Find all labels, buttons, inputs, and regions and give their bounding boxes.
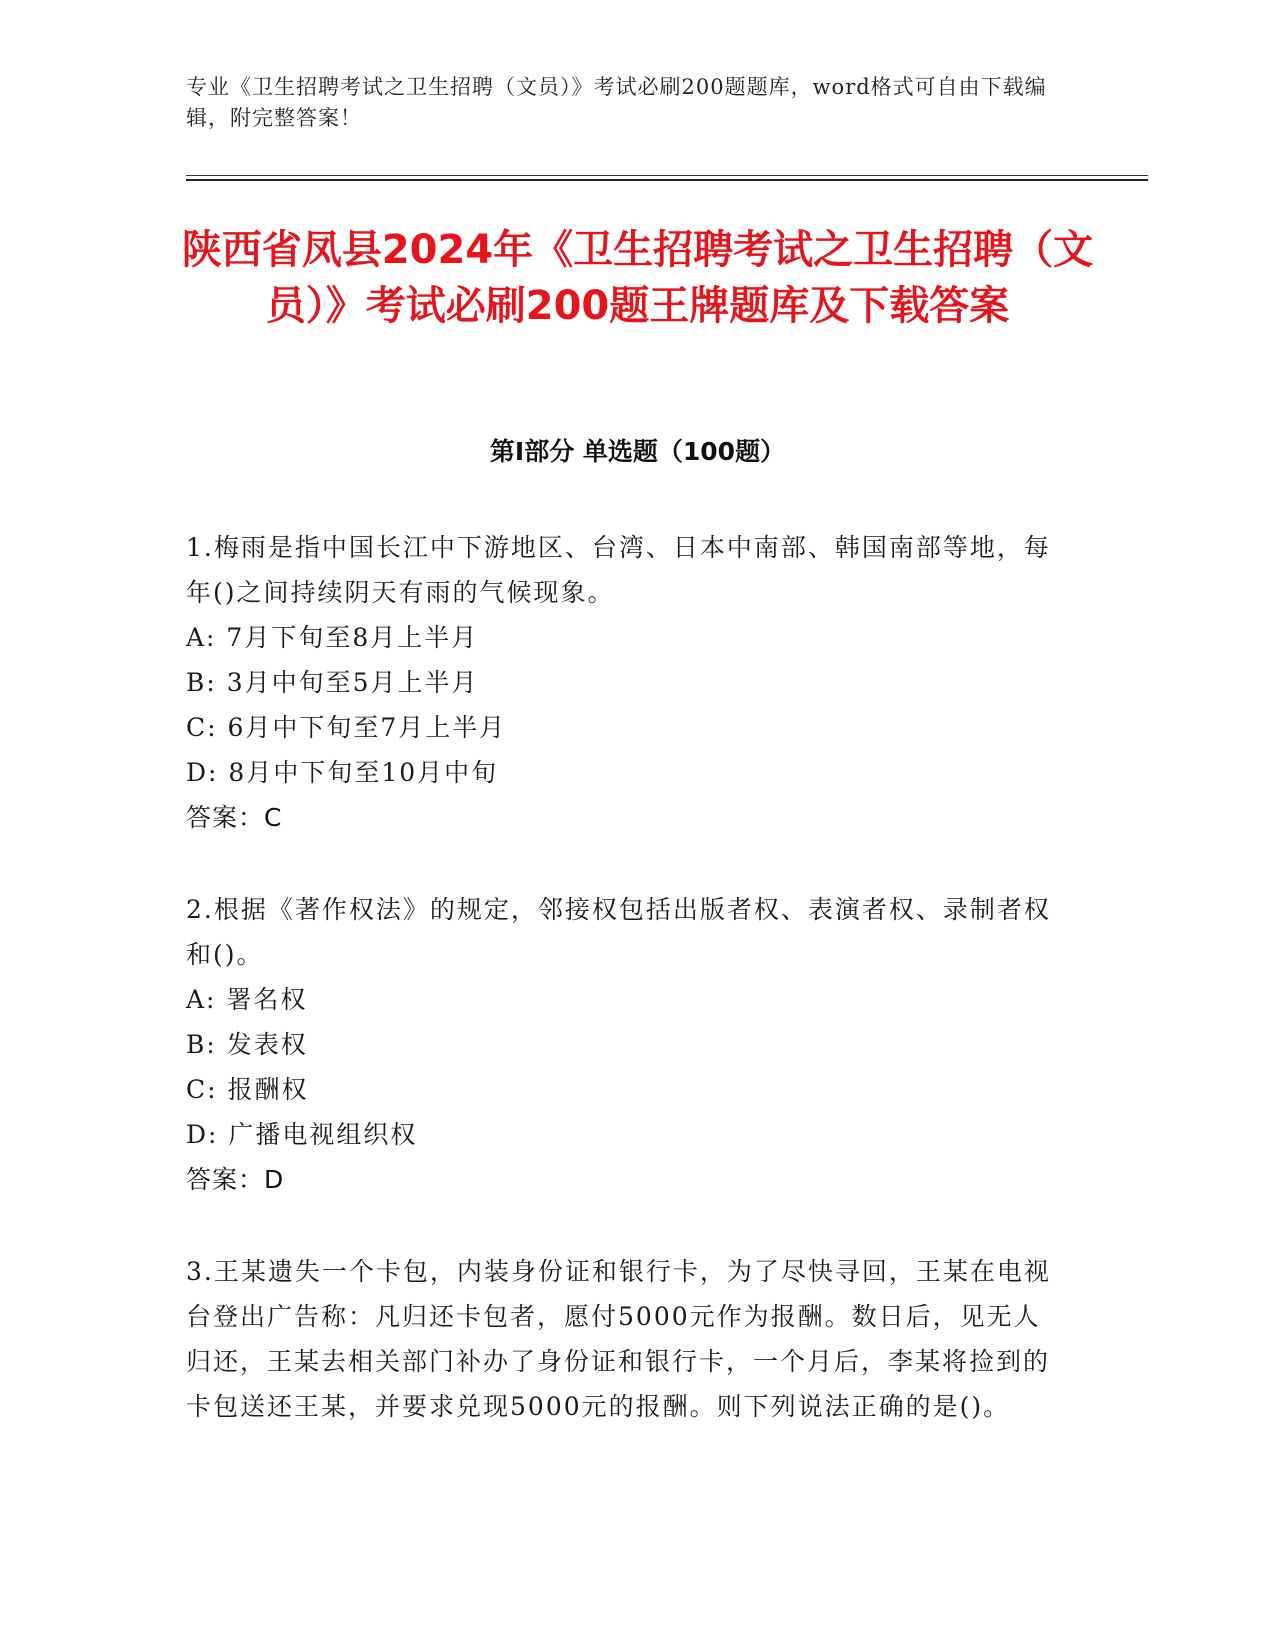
header-note: 专业《卫生招聘考试之卫生招聘（文员）》考试必刷200题题库，word格式可自由下载编辑，附完整答案！	[186, 75, 1047, 130]
question-stem: 1.梅雨是指中国长江中下游地区、台湾、日本中南部、韩国南部等地，每年()之间持续阴天有雨的气候现象。	[186, 533, 1051, 607]
option-a: A: 署名权	[186, 985, 308, 1014]
question-stem: 2.根据《著作权法》的规定，邻接权包括出版者权、表演者权、录制者权和()。	[186, 895, 1051, 969]
option-c: C: 6月中下旬至7月上半月	[186, 713, 507, 742]
option-c: C: 报酬权	[186, 1075, 309, 1104]
option-b: B: 发表权	[186, 1030, 308, 1059]
question-1	[186, 525, 1066, 840]
answer: 答案：D	[186, 1165, 285, 1194]
option-a: A: 7月下旬至8月上半月	[186, 623, 479, 652]
option-d: D: 广播电视组织权	[186, 1120, 418, 1149]
header-rule-thick	[186, 179, 1148, 181]
option-b: B: 3月中旬至5月上半月	[186, 668, 479, 697]
option-d: D: 8月中下旬至10月中旬	[186, 758, 499, 787]
question-2	[186, 887, 1066, 1202]
header-rule-thin	[186, 175, 1148, 176]
question-3	[186, 1249, 1066, 1429]
section-heading: 第I部分 单选题（100题）	[489, 437, 786, 466]
answer: 答案：C	[186, 803, 283, 832]
document-title: 陕西省凤县2024年《卫生招聘考试之卫生招聘（文员）》考试必刷200题王牌题库及下载答案	[181, 227, 1094, 329]
question-stem: 3.王某遗失一个卡包，内装身份证和银行卡，为了尽快寻回，王某在电视台登出广告称：凡归还卡包者，愿付5000元作为报酬。数日后，见无人归还，王某去相关部门补办了身份证和银行卡，一个月后，李某将捡到的卡包送还王某，并要求兑现5000元的报酬。则下列说法正确的是()。	[186, 1257, 1051, 1421]
